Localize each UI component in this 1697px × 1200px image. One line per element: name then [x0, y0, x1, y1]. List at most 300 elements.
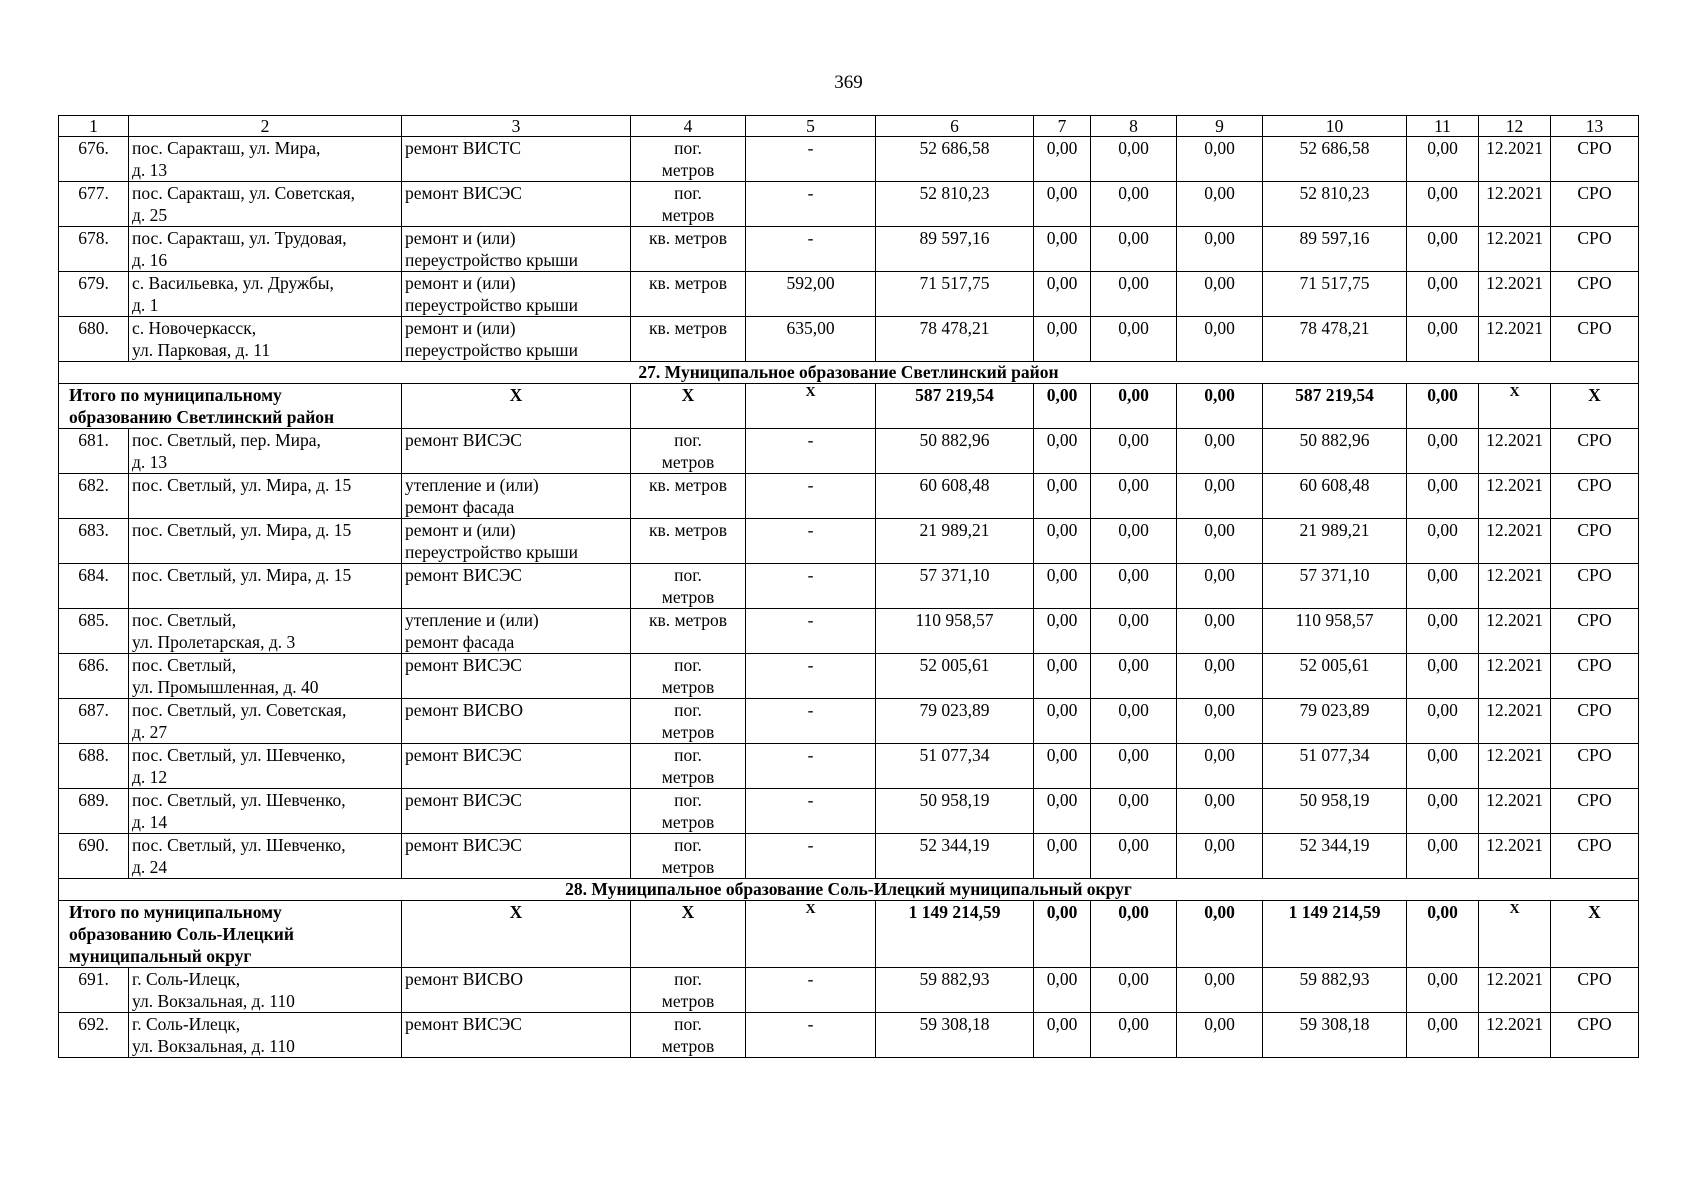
column-header: 8 — [1091, 116, 1177, 137]
cell-c13: СРО — [1551, 137, 1639, 182]
work-line: ремонт ВИСЭС — [405, 835, 522, 855]
cell-c5: 635,00 — [746, 317, 876, 362]
cell-c11: 0,00 — [1407, 1013, 1479, 1058]
cell-c7: 0,00 — [1034, 474, 1091, 519]
cell-c8: 0,00 — [1091, 789, 1177, 834]
cell-c13: СРО — [1551, 654, 1639, 699]
cell-c13: СРО — [1551, 182, 1639, 227]
cell-c13: СРО — [1551, 699, 1639, 744]
cell-c8: 0,00 — [1091, 272, 1177, 317]
cell-c7: 0,00 — [1034, 834, 1091, 879]
cell-work-type — [402, 744, 631, 789]
cell-address — [129, 227, 402, 272]
cell-c11: 0,00 — [1407, 272, 1479, 317]
cell-c6: 50 882,96 — [876, 429, 1034, 474]
address-line: г. Соль-Илецк, — [132, 969, 241, 989]
cell-c7: 0,00 — [1034, 137, 1091, 182]
cell-c5: - — [746, 227, 876, 272]
cell-index: 685. — [59, 609, 129, 654]
cell-col5: Х — [746, 384, 876, 429]
address-line: ул. Вокзальная, д. 110 — [132, 1036, 295, 1056]
cell-work-type — [402, 1013, 631, 1058]
column-header: 3 — [402, 116, 631, 137]
cell-c9: 0,00 — [1177, 182, 1263, 227]
cell-c6: 51 077,34 — [876, 744, 1034, 789]
cell-address — [129, 564, 402, 609]
work-line: утепление и (или) — [405, 475, 539, 495]
cell-unit: Х — [631, 901, 746, 968]
cell-c7: 0,00 — [1034, 699, 1091, 744]
work-line: ремонт и (или) — [405, 228, 516, 248]
cell-c8: 0,00 — [1091, 384, 1177, 429]
work-line: ремонт фасада — [405, 632, 515, 652]
work-line: ремонт ВИСВО — [405, 700, 524, 720]
cell-c9: 0,00 — [1177, 384, 1263, 429]
work-line: ремонт и (или) — [405, 318, 516, 338]
total-label-line: Итого по муниципальному — [69, 902, 282, 922]
total-label-line: образованию Светлинский район — [69, 407, 335, 427]
work-line: ремонт и (или) — [405, 520, 516, 540]
cell-c5: - — [746, 1013, 876, 1058]
cell-c10: 60 608,48 — [1263, 474, 1407, 519]
address-line: ул. Промышленная, д. 40 — [132, 677, 319, 697]
cell-c9: 0,00 — [1177, 609, 1263, 654]
table-row — [59, 182, 1639, 227]
unit-line: метров — [661, 160, 715, 180]
total-label-line: Итого по муниципальному — [69, 385, 282, 405]
cell-c7: 0,00 — [1034, 519, 1091, 564]
cell-c11: 0,00 — [1407, 609, 1479, 654]
cell-c12: Х — [1479, 901, 1551, 968]
cell-c5: - — [746, 834, 876, 879]
cell-address — [129, 137, 402, 182]
unit-line: пог. — [674, 835, 702, 855]
unit-line: пог. — [674, 565, 702, 585]
cell-c9: 0,00 — [1177, 789, 1263, 834]
address-line: д. 13 — [132, 160, 168, 180]
cell-unit — [631, 654, 746, 699]
cell-work-type — [402, 834, 631, 879]
cell-work-type — [402, 789, 631, 834]
address-line: пос. Светлый, ул. Шевченко, — [132, 790, 346, 810]
table-row — [59, 654, 1639, 699]
cell-c12: Х — [1479, 384, 1551, 429]
address-line: д. 12 — [132, 767, 168, 787]
cell-c6: 71 517,75 — [876, 272, 1034, 317]
work-line: переустройство крыши — [405, 542, 578, 562]
cell-c12: 12.2021 — [1479, 519, 1551, 564]
cell-address — [129, 789, 402, 834]
cell-c5: - — [746, 744, 876, 789]
cell-work-type — [402, 317, 631, 362]
cell-c10: 52 810,23 — [1263, 182, 1407, 227]
cell-c6: 52 686,58 — [876, 137, 1034, 182]
cell-index: 688. — [59, 744, 129, 789]
cell-c11: 0,00 — [1407, 564, 1479, 609]
cell-c9: 0,00 — [1177, 272, 1263, 317]
unit-line: пог. — [674, 700, 702, 720]
cell-c5: - — [746, 474, 876, 519]
work-line: ремонт ВИСВО — [405, 969, 524, 989]
cell-address — [129, 744, 402, 789]
cell-c9: 0,00 — [1177, 834, 1263, 879]
cell-c12: 12.2021 — [1479, 474, 1551, 519]
cell-work-type — [402, 474, 631, 519]
column-header: 5 — [746, 116, 876, 137]
cell-c12: 12.2021 — [1479, 834, 1551, 879]
table-row — [59, 272, 1639, 317]
cell-c8: 0,00 — [1091, 744, 1177, 789]
address-line: ул. Вокзальная, д. 110 — [132, 991, 295, 1011]
address-line: пос. Светлый, — [132, 610, 237, 630]
address-line: д. 24 — [132, 857, 168, 877]
unit-line: кв. метров — [649, 610, 727, 630]
cell-c9: 0,00 — [1177, 968, 1263, 1013]
cell-index: 677. — [59, 182, 129, 227]
cell-address — [129, 519, 402, 564]
cell-work-type — [402, 519, 631, 564]
address-line: ул. Парковая, д. 11 — [132, 340, 271, 360]
cell-c11: 0,00 — [1407, 968, 1479, 1013]
cell-c6: 50 958,19 — [876, 789, 1034, 834]
cell-c5: - — [746, 564, 876, 609]
unit-line: кв. метров — [649, 520, 727, 540]
column-header: 12 — [1479, 116, 1551, 137]
cell-c10: 78 478,21 — [1263, 317, 1407, 362]
repair-program-table — [58, 115, 1639, 1058]
table-row — [59, 227, 1639, 272]
cell-c6: 57 371,10 — [876, 564, 1034, 609]
cell-c10: 50 882,96 — [1263, 429, 1407, 474]
column-header: 6 — [876, 116, 1034, 137]
cell-c6: 110 958,57 — [876, 609, 1034, 654]
cell-address — [129, 968, 402, 1013]
cell-c11: 0,00 — [1407, 699, 1479, 744]
cell-c9: 0,00 — [1177, 137, 1263, 182]
cell-c9: 0,00 — [1177, 474, 1263, 519]
cell-c7: 0,00 — [1034, 317, 1091, 362]
address-line: пос. Саракташ, ул. Мира, — [132, 138, 321, 158]
cell-c5: - — [746, 609, 876, 654]
cell-c10: 89 597,16 — [1263, 227, 1407, 272]
unit-line: пог. — [674, 790, 702, 810]
table-row — [59, 519, 1639, 564]
cell-c12: 12.2021 — [1479, 564, 1551, 609]
cell-work-type: Х — [402, 384, 631, 429]
cell-c8: 0,00 — [1091, 429, 1177, 474]
cell-c8: 0,00 — [1091, 834, 1177, 879]
cell-c5: - — [746, 968, 876, 1013]
address-line: г. Соль-Илецк, — [132, 1014, 241, 1034]
cell-address — [129, 317, 402, 362]
cell-c8: 0,00 — [1091, 182, 1177, 227]
cell-address — [129, 699, 402, 744]
cell-work-type — [402, 968, 631, 1013]
cell-c8: 0,00 — [1091, 564, 1177, 609]
cell-index: 687. — [59, 699, 129, 744]
cell-c12: 12.2021 — [1479, 699, 1551, 744]
unit-line: пог. — [674, 969, 702, 989]
unit-line: пог. — [674, 183, 702, 203]
cell-unit — [631, 227, 746, 272]
cell-work-type — [402, 609, 631, 654]
cell-c8: 0,00 — [1091, 317, 1177, 362]
column-header: 9 — [1177, 116, 1263, 137]
cell-c12: 12.2021 — [1479, 654, 1551, 699]
unit-line: пог. — [674, 430, 702, 450]
cell-unit — [631, 789, 746, 834]
cell-c8: 0,00 — [1091, 699, 1177, 744]
total-label-line: образованию Соль-Илецкий — [69, 924, 294, 944]
column-header: 10 — [1263, 116, 1407, 137]
cell-c11: 0,00 — [1407, 227, 1479, 272]
cell-c12: 12.2021 — [1479, 182, 1551, 227]
table-row — [59, 137, 1639, 182]
table-row — [59, 564, 1639, 609]
cell-c10: 52 686,58 — [1263, 137, 1407, 182]
cell-c11: 0,00 — [1407, 474, 1479, 519]
cell-address — [129, 1013, 402, 1058]
cell-c6: 60 608,48 — [876, 474, 1034, 519]
total-row — [59, 384, 1639, 429]
unit-line: кв. метров — [649, 318, 727, 338]
cell-c10: 59 882,93 — [1263, 968, 1407, 1013]
work-line: ремонт ВИСЭС — [405, 183, 522, 203]
cell-c11: 0,00 — [1407, 519, 1479, 564]
cell-address — [129, 182, 402, 227]
work-line: переустройство крыши — [405, 295, 578, 315]
address-line: пос. Светлый, ул. Советская, — [132, 700, 347, 720]
cell-c12: 12.2021 — [1479, 137, 1551, 182]
cell-index: 681. — [59, 429, 129, 474]
cell-col5: Х — [746, 901, 876, 968]
address-line: д. 1 — [132, 295, 159, 315]
total-label — [59, 384, 402, 429]
cell-c11: 0,00 — [1407, 429, 1479, 474]
cell-c6: 52 810,23 — [876, 182, 1034, 227]
cell-c8: 0,00 — [1091, 227, 1177, 272]
cell-c11: 0,00 — [1407, 744, 1479, 789]
cell-work-type — [402, 137, 631, 182]
cell-index: 678. — [59, 227, 129, 272]
unit-line: кв. метров — [649, 273, 727, 293]
unit-line: метров — [661, 812, 715, 832]
cell-c9: 0,00 — [1177, 519, 1263, 564]
cell-c6: 52 344,19 — [876, 834, 1034, 879]
work-line: ремонт ВИСЭС — [405, 1014, 522, 1034]
work-line: ремонт и (или) — [405, 273, 516, 293]
work-line: ремонт ВИСТС — [405, 138, 522, 158]
cell-index: 686. — [59, 654, 129, 699]
cell-c5: - — [746, 182, 876, 227]
cell-c11: 0,00 — [1407, 654, 1479, 699]
cell-index: 682. — [59, 474, 129, 519]
table-row — [59, 968, 1639, 1013]
cell-c8: 0,00 — [1091, 609, 1177, 654]
cell-c11: 0,00 — [1407, 182, 1479, 227]
cell-unit — [631, 317, 746, 362]
cell-unit — [631, 137, 746, 182]
cell-c7: 0,00 — [1034, 272, 1091, 317]
cell-c6: 89 597,16 — [876, 227, 1034, 272]
work-line: ремонт ВИСЭС — [405, 565, 522, 585]
cell-c7: 0,00 — [1034, 384, 1091, 429]
cell-c7: 0,00 — [1034, 429, 1091, 474]
work-line: ремонт ВИСЭС — [405, 655, 522, 675]
cell-unit — [631, 968, 746, 1013]
cell-unit — [631, 564, 746, 609]
cell-work-type — [402, 564, 631, 609]
cell-c13: СРО — [1551, 429, 1639, 474]
cell-c12: 12.2021 — [1479, 227, 1551, 272]
cell-c8: 0,00 — [1091, 901, 1177, 968]
cell-c13: СРО — [1551, 317, 1639, 362]
cell-unit — [631, 182, 746, 227]
cell-c6: 587 219,54 — [876, 384, 1034, 429]
unit-line: метров — [661, 452, 715, 472]
cell-c13: СРО — [1551, 968, 1639, 1013]
cell-c13: СРО — [1551, 609, 1639, 654]
unit-line: метров — [661, 991, 715, 1011]
cell-c11: 0,00 — [1407, 789, 1479, 834]
cell-c10: 587 219,54 — [1263, 384, 1407, 429]
cell-c6: 1 149 214,59 — [876, 901, 1034, 968]
address-line: д. 25 — [132, 205, 168, 225]
address-line: пос. Светлый, ул. Мира, д. 15 — [132, 565, 352, 585]
cell-c13: СРО — [1551, 474, 1639, 519]
cell-index: 692. — [59, 1013, 129, 1058]
table-row — [59, 1013, 1639, 1058]
cell-address — [129, 654, 402, 699]
cell-c10: 110 958,57 — [1263, 609, 1407, 654]
unit-line: метров — [661, 677, 715, 697]
unit-line: кв. метров — [649, 475, 727, 495]
cell-index: 679. — [59, 272, 129, 317]
cell-c12: 12.2021 — [1479, 317, 1551, 362]
cell-work-type — [402, 429, 631, 474]
work-line: переустройство крыши — [405, 340, 578, 360]
cell-unit — [631, 1013, 746, 1058]
cell-c6: 21 989,21 — [876, 519, 1034, 564]
address-line: ул. Пролетарская, д. 3 — [132, 632, 296, 652]
cell-c7: 0,00 — [1034, 744, 1091, 789]
cell-c11: 0,00 — [1407, 384, 1479, 429]
cell-index: 689. — [59, 789, 129, 834]
cell-c9: 0,00 — [1177, 1013, 1263, 1058]
address-line: пос. Светлый, — [132, 655, 237, 675]
cell-unit — [631, 429, 746, 474]
cell-index: 676. — [59, 137, 129, 182]
cell-c13: СРО — [1551, 1013, 1639, 1058]
cell-work-type — [402, 182, 631, 227]
cell-c12: 12.2021 — [1479, 968, 1551, 1013]
cell-c6: 79 023,89 — [876, 699, 1034, 744]
work-line: переустройство крыши — [405, 250, 578, 270]
unit-line: кв. метров — [649, 228, 727, 248]
section-title: 27. Муниципальное образование Светлинский район — [59, 362, 1639, 384]
cell-c7: 0,00 — [1034, 1013, 1091, 1058]
table-row — [59, 699, 1639, 744]
work-line: ремонт ВИСЭС — [405, 745, 522, 765]
cell-c5: - — [746, 137, 876, 182]
address-line: с. Васильевка, ул. Дружбы, — [132, 273, 334, 293]
total-label — [59, 901, 402, 968]
work-line: ремонт ВИСЭС — [405, 790, 522, 810]
cell-c13: Х — [1551, 901, 1639, 968]
unit-line: метров — [661, 722, 715, 742]
cell-address — [129, 834, 402, 879]
cell-c8: 0,00 — [1091, 968, 1177, 1013]
cell-c10: 1 149 214,59 — [1263, 901, 1407, 968]
cell-c6: 59 882,93 — [876, 968, 1034, 1013]
column-header: 1 — [59, 116, 129, 137]
cell-c10: 52 005,61 — [1263, 654, 1407, 699]
total-row — [59, 901, 1639, 968]
column-header: 7 — [1034, 116, 1091, 137]
cell-c12: 12.2021 — [1479, 272, 1551, 317]
address-line: пос. Светлый, ул. Шевченко, — [132, 835, 346, 855]
column-header: 13 — [1551, 116, 1639, 137]
section-header-row — [59, 362, 1639, 384]
cell-c13: СРО — [1551, 227, 1639, 272]
unit-line: пог. — [674, 138, 702, 158]
unit-line: метров — [661, 1036, 715, 1056]
cell-c8: 0,00 — [1091, 519, 1177, 564]
cell-c5: 592,00 — [746, 272, 876, 317]
cell-c5: - — [746, 654, 876, 699]
cell-address — [129, 609, 402, 654]
address-line: д. 14 — [132, 812, 168, 832]
cell-c7: 0,00 — [1034, 609, 1091, 654]
cell-c11: 0,00 — [1407, 317, 1479, 362]
unit-line: метров — [661, 767, 715, 787]
cell-c9: 0,00 — [1177, 901, 1263, 968]
cell-work-type — [402, 654, 631, 699]
column-header: 11 — [1407, 116, 1479, 137]
cell-address — [129, 429, 402, 474]
cell-c7: 0,00 — [1034, 968, 1091, 1013]
address-line: пос. Саракташ, ул. Советская, — [132, 183, 356, 203]
cell-c10: 71 517,75 — [1263, 272, 1407, 317]
cell-c7: 0,00 — [1034, 227, 1091, 272]
cell-c6: 52 005,61 — [876, 654, 1034, 699]
cell-c13: СРО — [1551, 744, 1639, 789]
cell-index: 691. — [59, 968, 129, 1013]
table-row — [59, 789, 1639, 834]
unit-line: пог. — [674, 655, 702, 675]
cell-c10: 50 958,19 — [1263, 789, 1407, 834]
cell-unit — [631, 744, 746, 789]
unit-line: пог. — [674, 1014, 702, 1034]
cell-c7: 0,00 — [1034, 182, 1091, 227]
cell-work-type — [402, 272, 631, 317]
cell-c12: 12.2021 — [1479, 609, 1551, 654]
address-line: д. 16 — [132, 250, 168, 270]
unit-line: метров — [661, 857, 715, 877]
unit-line: метров — [661, 205, 715, 225]
unit-line: пог. — [674, 745, 702, 765]
cell-work-type: Х — [402, 901, 631, 968]
cell-c13: СРО — [1551, 564, 1639, 609]
cell-c10: 79 023,89 — [1263, 699, 1407, 744]
cell-address — [129, 272, 402, 317]
unit-line: метров — [661, 587, 715, 607]
cell-c7: 0,00 — [1034, 901, 1091, 968]
table-row — [59, 834, 1639, 879]
cell-c12: 12.2021 — [1479, 744, 1551, 789]
cell-work-type — [402, 227, 631, 272]
address-line: пос. Светлый, ул. Мира, д. 15 — [132, 475, 352, 495]
